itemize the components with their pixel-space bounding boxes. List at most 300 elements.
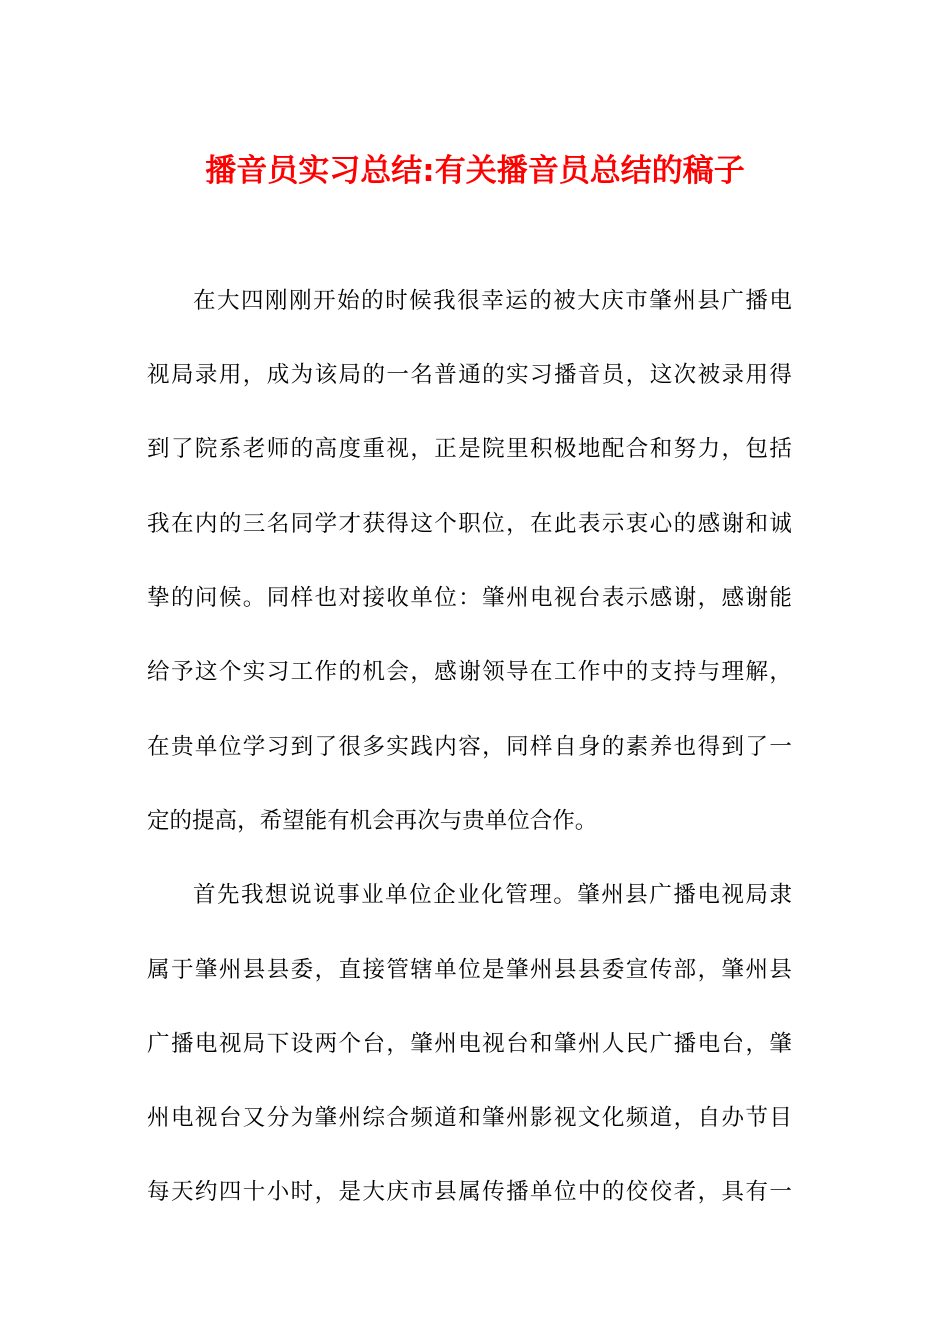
- text-char: 和: [458, 1105, 481, 1131]
- text-char: 幸: [481, 288, 504, 314]
- text-char: 了: [745, 734, 768, 760]
- text-char: 问: [194, 585, 218, 611]
- text-char: 化: [481, 882, 504, 908]
- text-char: 通: [458, 362, 481, 388]
- text-char: 力: [697, 436, 721, 462]
- text-char: 播: [745, 288, 768, 314]
- text-char: 同: [290, 511, 314, 537]
- text-char: 能: [769, 585, 792, 611]
- text-char: ，: [625, 362, 649, 388]
- paragraph-1-line-4: [147, 504, 792, 544]
- text-char: 表: [601, 585, 625, 611]
- text-char: 的: [169, 808, 193, 834]
- text-char: 综: [362, 1105, 385, 1131]
- text-char: 用: [745, 362, 768, 388]
- text-char: 实: [506, 362, 529, 388]
- text-char: 三: [242, 511, 266, 537]
- text-char: 度: [338, 436, 362, 462]
- text-char: 师: [266, 436, 290, 462]
- paragraph-2-line-1: [193, 875, 792, 915]
- text-char: ，: [697, 957, 721, 983]
- text-char: ，: [410, 659, 433, 685]
- text-char: 属: [147, 957, 170, 983]
- text-char: 直: [338, 957, 362, 983]
- text-char: 四: [241, 288, 264, 314]
- text-char: ，: [314, 957, 338, 983]
- text-char: 电: [194, 1031, 218, 1057]
- text-char: 约: [194, 1179, 218, 1205]
- text-char: 我: [433, 288, 456, 314]
- text-char: 电: [697, 882, 720, 908]
- text-char: 院: [482, 436, 505, 462]
- text-char: 一: [769, 734, 792, 760]
- paragraph-2-line-3: [147, 1024, 792, 1064]
- text-char: 接: [362, 957, 385, 983]
- text-char: 的: [362, 362, 385, 388]
- text-char: 佼: [649, 1179, 673, 1205]
- text-char: 播: [170, 1031, 194, 1057]
- text-char: 得: [769, 362, 792, 388]
- text-char: 州: [218, 957, 242, 983]
- text-char: 民: [625, 1031, 649, 1057]
- paragraph-2-line-2: [147, 950, 792, 990]
- text-char: 州: [338, 1105, 362, 1131]
- text-char: 高: [314, 436, 338, 462]
- text-char: 县: [577, 957, 601, 983]
- text-char: 在: [530, 659, 553, 685]
- text-char: ，: [386, 1031, 409, 1057]
- text-char: 的: [529, 288, 552, 314]
- text-char: 工: [290, 659, 314, 685]
- text-char: 道: [434, 1105, 457, 1131]
- text-char: 成: [266, 362, 290, 388]
- text-char: 隶: [769, 882, 792, 908]
- text-char: 在: [530, 511, 553, 537]
- text-char: 大: [362, 1179, 385, 1205]
- text-char: 先: [217, 882, 240, 908]
- text-char: 两: [314, 1031, 338, 1057]
- text-char: 的: [673, 511, 697, 537]
- text-char: 次: [417, 808, 440, 834]
- text-char: 开: [313, 288, 336, 314]
- text-char: 宣: [625, 957, 649, 983]
- text-char: 佼: [625, 1179, 649, 1205]
- text-char: 办: [721, 1105, 745, 1131]
- text-char: 我: [147, 511, 170, 537]
- text-char: 挚: [147, 585, 170, 611]
- text-char: 持: [673, 659, 697, 685]
- text-char: 局: [745, 882, 768, 908]
- text-char: 州: [745, 957, 768, 983]
- text-char: 四: [218, 1179, 242, 1205]
- text-char: 望: [282, 808, 305, 834]
- text-char: 县: [434, 1179, 457, 1205]
- text-char: 人: [601, 1031, 625, 1057]
- text-char: 局: [242, 1031, 266, 1057]
- text-char: 单: [385, 882, 408, 908]
- text-char: 是: [458, 436, 481, 462]
- text-char: 职: [458, 511, 481, 537]
- text-char: 州: [601, 882, 624, 908]
- text-char: 部: [673, 957, 697, 983]
- text-char: 正: [434, 436, 457, 462]
- text-char: 表: [577, 511, 601, 537]
- paragraph-1-line-7: [147, 727, 792, 767]
- text-char: 播: [673, 882, 696, 908]
- text-char: 谢: [673, 585, 697, 611]
- text-char: 普: [434, 362, 457, 388]
- text-char: 次: [673, 362, 697, 388]
- text-char: 视: [553, 1105, 577, 1131]
- text-char: 视: [482, 1031, 505, 1057]
- text-char: 肇: [410, 1031, 433, 1057]
- text-char: 。: [574, 808, 598, 834]
- paragraph-1-line-5: [147, 578, 792, 618]
- text-char: 地: [577, 436, 601, 462]
- document-title: 播音员实习总结:有关播音员总结的稿子: [205, 153, 745, 189]
- text-char: 实: [386, 734, 409, 760]
- text-char: 管: [386, 957, 409, 983]
- text-char: 局: [338, 362, 362, 388]
- text-char: 希: [259, 808, 283, 834]
- text-char: ，: [506, 511, 529, 537]
- text-char: 县: [769, 957, 792, 983]
- text-char: 庆: [386, 1179, 409, 1205]
- text-char: 诚: [769, 511, 792, 537]
- text-char: 候: [409, 288, 432, 314]
- text-char: 获: [362, 511, 385, 537]
- text-char: 肇: [482, 585, 505, 611]
- text-char: 州: [673, 288, 696, 314]
- text-char: 台: [577, 585, 601, 611]
- text-char: 广: [649, 882, 672, 908]
- text-char: ，: [482, 734, 505, 760]
- text-char: 得: [697, 734, 721, 760]
- text-char: 感: [434, 659, 457, 685]
- text-char: ：: [458, 585, 481, 611]
- text-char: 样: [530, 734, 553, 760]
- text-char: 贵: [462, 808, 485, 834]
- text-char: 中: [601, 659, 625, 685]
- text-char: 这: [410, 511, 433, 537]
- text-char: 的: [338, 659, 362, 685]
- paragraph-1-line-2: [147, 355, 792, 395]
- text-char: 视: [218, 1031, 242, 1057]
- text-char: 与: [439, 808, 463, 834]
- text-char: 也: [314, 585, 338, 611]
- text-char: 电: [458, 1031, 481, 1057]
- text-char: 习: [530, 362, 553, 388]
- text-char: 配: [601, 436, 625, 462]
- text-char: 感: [697, 511, 721, 537]
- text-char: 予: [170, 659, 194, 685]
- text-char: 。: [553, 882, 576, 908]
- text-char: 电: [530, 585, 553, 611]
- text-char: 在: [147, 734, 170, 760]
- text-char: 领: [482, 659, 505, 685]
- text-char: 合: [529, 808, 553, 834]
- text-char: 者: [673, 1179, 697, 1205]
- text-char: 电: [769, 288, 792, 314]
- text-char: 视: [386, 436, 409, 462]
- text-char: 小: [266, 1179, 290, 1205]
- text-char: ，: [410, 436, 433, 462]
- text-char: 示: [625, 585, 649, 611]
- text-char: 中: [577, 1179, 601, 1205]
- text-char: 自: [697, 1105, 721, 1131]
- text-char: 有: [327, 808, 350, 834]
- text-char: 养: [649, 734, 673, 760]
- text-char: ，: [314, 1179, 338, 1205]
- text-char: 学: [242, 734, 266, 760]
- text-char: 谢: [721, 511, 745, 537]
- text-char: 同: [266, 585, 290, 611]
- text-char: 理: [529, 882, 552, 908]
- text-char: 用: [218, 362, 242, 388]
- text-char: 的: [601, 734, 625, 760]
- text-char: 位: [218, 734, 242, 760]
- text-char: 庆: [601, 288, 624, 314]
- text-char: 肇: [314, 1105, 338, 1131]
- text-char: 的: [170, 585, 194, 611]
- text-char: 州: [434, 1031, 457, 1057]
- text-char: 的: [361, 288, 384, 314]
- text-char: 委: [290, 957, 314, 983]
- text-char: 感: [721, 585, 745, 611]
- text-char: 是: [482, 957, 505, 983]
- text-char: 示: [601, 511, 625, 537]
- text-char: 到: [290, 734, 314, 760]
- text-char: 工: [553, 659, 577, 685]
- text-char: 的: [625, 659, 649, 685]
- text-char: 名: [410, 362, 433, 388]
- text-char: 一: [769, 1179, 792, 1205]
- text-char: 单: [484, 808, 508, 834]
- text-char: 十: [242, 1179, 266, 1205]
- paragraph-1-line-3: [147, 429, 792, 469]
- text-char: 频: [410, 1105, 433, 1131]
- text-char: 播: [673, 1031, 697, 1057]
- text-char: 音: [577, 362, 601, 388]
- text-char: 努: [673, 436, 697, 462]
- text-char: ，: [673, 1105, 697, 1131]
- paragraph-1-line-6: [147, 652, 792, 692]
- text-char: 机: [349, 808, 373, 834]
- text-char: 肇: [506, 957, 529, 983]
- text-char: 作: [552, 808, 575, 834]
- text-char: 广: [649, 1031, 673, 1057]
- text-char: 候: [218, 585, 242, 611]
- text-char: 辖: [410, 957, 433, 983]
- text-char: 影: [530, 1105, 553, 1131]
- text-char: 该: [314, 362, 338, 388]
- text-char: 与: [697, 659, 721, 685]
- text-char: 习: [266, 734, 290, 760]
- text-char: 始: [337, 288, 360, 314]
- text-char: 大: [217, 288, 240, 314]
- text-char: 时: [290, 1179, 314, 1205]
- text-char: 台: [721, 1031, 745, 1057]
- text-char: 给: [147, 659, 170, 685]
- text-char: 系: [218, 436, 242, 462]
- text-char: 到: [147, 436, 170, 462]
- text-char: 位: [409, 882, 432, 908]
- text-char: 于: [170, 957, 194, 983]
- text-char: 也: [673, 734, 697, 760]
- text-char: 传: [482, 1179, 505, 1205]
- text-char: 肇: [649, 288, 672, 314]
- text-char: 解: [745, 659, 768, 685]
- text-char: 作: [577, 659, 601, 685]
- text-char: 样: [290, 585, 314, 611]
- text-char: 被: [697, 362, 721, 388]
- text-char: 才: [338, 511, 362, 537]
- text-char: 提: [192, 808, 215, 834]
- text-char: 州: [530, 957, 553, 983]
- text-char: 县: [242, 957, 266, 983]
- text-char: 视: [721, 882, 744, 908]
- text-char: 对: [338, 585, 362, 611]
- text-char: 衷: [625, 511, 649, 537]
- text-char: 台: [218, 1105, 242, 1131]
- text-char: 业: [457, 882, 480, 908]
- text-char: 文: [577, 1105, 601, 1131]
- text-char: 重: [362, 436, 385, 462]
- text-char: 业: [361, 882, 384, 908]
- text-char: 刚: [289, 288, 312, 314]
- text-char: 广: [147, 1031, 170, 1057]
- text-char: 此: [553, 511, 577, 537]
- text-char: 我: [241, 882, 264, 908]
- text-char: ，: [697, 1179, 721, 1205]
- text-char: 积: [530, 436, 553, 462]
- text-char: 接: [362, 585, 385, 611]
- text-char: 高: [214, 808, 238, 834]
- text-char: 和: [530, 1031, 553, 1057]
- text-char: 谢: [458, 659, 481, 685]
- text-char: 多: [362, 734, 385, 760]
- text-char: 员: [601, 362, 625, 388]
- text-char: 里: [506, 436, 529, 462]
- paragraph-1-line-8: [147, 801, 792, 841]
- text-char: 又: [242, 1105, 266, 1131]
- text-char: 视: [553, 585, 577, 611]
- text-char: 有: [745, 1179, 768, 1205]
- text-char: 肇: [553, 1031, 577, 1057]
- text-char: 时: [385, 288, 408, 314]
- text-char: 位: [434, 585, 457, 611]
- text-char: 理: [721, 659, 745, 685]
- text-char: 市: [625, 288, 648, 314]
- text-char: 习: [266, 659, 290, 685]
- text-char: 视: [194, 1105, 218, 1131]
- text-char: 的: [601, 1179, 625, 1205]
- text-char: 自: [553, 734, 577, 760]
- text-char: 州: [506, 1105, 529, 1131]
- text-char: 录: [721, 362, 745, 388]
- text-char: 属: [458, 1179, 481, 1205]
- text-char: 会: [386, 659, 409, 685]
- text-char: 得: [386, 511, 409, 537]
- text-char: 电: [170, 1105, 194, 1131]
- text-char: 说: [289, 882, 312, 908]
- text-char: 管: [505, 882, 528, 908]
- text-char: 肇: [194, 957, 218, 983]
- text-char: 践: [410, 734, 433, 760]
- text-char: 频: [625, 1105, 649, 1131]
- text-char: 县: [266, 957, 290, 983]
- text-char: 定: [147, 808, 170, 834]
- text-char: 会: [372, 808, 395, 834]
- text-char: 下: [266, 1031, 290, 1057]
- text-char: 的: [218, 511, 242, 537]
- text-char: 每: [147, 1179, 170, 1205]
- text-char: 谢: [745, 585, 768, 611]
- text-char: 目: [769, 1105, 792, 1131]
- text-char: 被: [553, 288, 576, 314]
- text-char: 想: [265, 882, 288, 908]
- text-char: 到: [721, 734, 745, 760]
- text-char: 内: [194, 511, 218, 537]
- text-char: 导: [506, 659, 529, 685]
- text-char: 肇: [721, 957, 745, 983]
- text-char: 电: [697, 1031, 721, 1057]
- text-char: 州: [577, 1031, 601, 1057]
- text-char: 位: [507, 808, 530, 834]
- text-char: 这: [649, 362, 673, 388]
- text-char: ，: [721, 436, 745, 462]
- text-char: 刚: [265, 288, 288, 314]
- text-char: 道: [649, 1105, 673, 1131]
- text-char: 身: [577, 734, 601, 760]
- text-char: ，: [745, 1031, 768, 1057]
- text-char: ，: [769, 659, 792, 685]
- text-char: 运: [505, 288, 528, 314]
- text-char: 机: [362, 659, 385, 685]
- text-char: 了: [314, 734, 338, 760]
- text-char: 再: [394, 808, 418, 834]
- text-char: 支: [649, 659, 673, 685]
- text-char: 院: [194, 436, 218, 462]
- text-char: 能: [304, 808, 328, 834]
- text-char: 首: [193, 882, 216, 908]
- text-char: 实: [242, 659, 266, 685]
- text-char: 设: [290, 1031, 314, 1057]
- text-char: 台: [362, 1031, 385, 1057]
- text-char: 同: [506, 734, 529, 760]
- text-char: ，: [242, 362, 266, 388]
- text-char: 收: [386, 585, 409, 611]
- text-char: 位: [458, 957, 481, 983]
- text-char: 台: [506, 1031, 529, 1057]
- text-char: 合: [625, 436, 649, 462]
- text-char: 广: [721, 288, 744, 314]
- text-char: 县: [697, 288, 720, 314]
- text-char: 传: [649, 957, 673, 983]
- text-char: 事: [337, 882, 360, 908]
- paragraph-1-line-1: [193, 281, 792, 321]
- text-char: 很: [338, 734, 362, 760]
- text-char: 的: [290, 436, 314, 462]
- text-char: 合: [386, 1105, 409, 1131]
- text-char: 位: [482, 511, 505, 537]
- text-char: 内: [434, 734, 457, 760]
- text-char: 和: [745, 511, 768, 537]
- text-char: 括: [769, 436, 792, 462]
- text-char: 县: [625, 882, 648, 908]
- text-char: 包: [745, 436, 768, 462]
- text-char: 感: [649, 585, 673, 611]
